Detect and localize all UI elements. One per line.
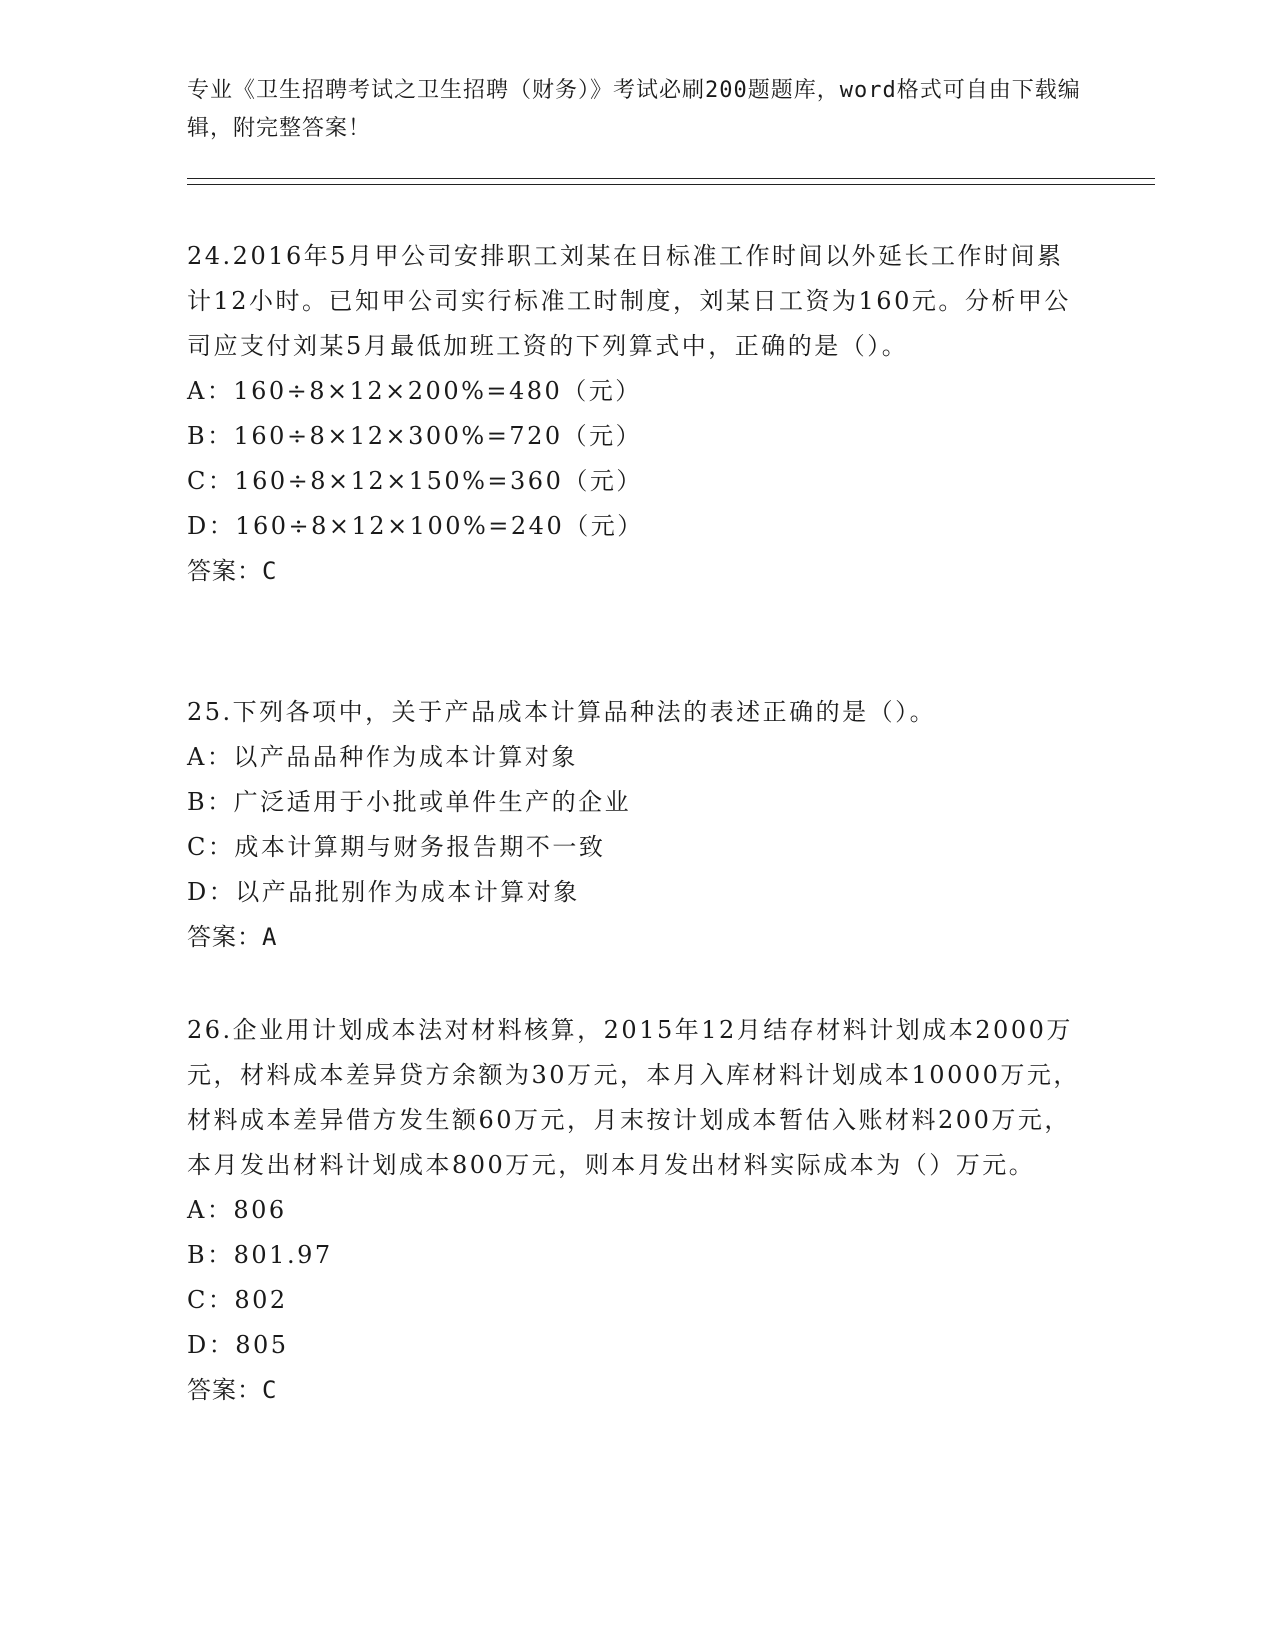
question-stem: 25.下列各项中，关于产品成本计算品种法的表述正确的是（）。 <box>187 698 937 726</box>
option-c: C：160÷8×12×150%=360（元） <box>187 467 643 495</box>
question-25 <box>187 690 1087 960</box>
option-a: A：以产品品种作为成本计算对象 <box>187 743 578 771</box>
option-d: D：以产品批别作为成本计算对象 <box>187 878 580 906</box>
question-26 <box>187 1008 1087 1413</box>
question-stem: 24.2016年5月甲公司安排职工刘某在日标准工作时间以外延长工作时间累计12小时。已知甲公司实行标准工时制度，刘某日工资为160元。分析甲公司应支付刘某5月最低加班工资的下列算式中，正确的是（）。 <box>187 242 1071 360</box>
answer-label: 答案：A <box>187 923 278 951</box>
option-d: D：160÷8×12×100%=240（元） <box>187 512 644 540</box>
option-b: B：广泛适用于小批或单件生产的企业 <box>187 788 632 816</box>
answer-label: 答案：C <box>187 557 278 585</box>
option-c: C：802 <box>187 1286 288 1314</box>
option-a: A：160÷8×12×200%=480（元） <box>187 377 642 405</box>
option-c: C：成本计算期与财务报告期不一致 <box>187 833 606 861</box>
question-stem: 26.企业用计划成本法对材料核算，2015年12月结存材料计划成本2000万元，材料成本差异贷方余额为30万元，本月入库材料计划成本10000万元，材料成本差异借方发生额60万元，月末按计划成本暂估入账材料200万元，本月发出材料计划成本800万元，则本月发出材料实际成本为（）万元。 <box>187 1016 1080 1179</box>
option-a: A：806 <box>187 1196 287 1224</box>
answer-label: 答案：C <box>187 1376 278 1404</box>
option-b: B：801.97 <box>187 1241 333 1269</box>
question-24 <box>187 234 1087 594</box>
document-header: 专业《卫生招聘考试之卫生招聘（财务）》考试必刷200题题库，word格式可自由下载编辑，附完整答案！ <box>187 78 1081 141</box>
header-divider-bottom <box>187 184 1155 185</box>
header-divider-top <box>187 178 1155 179</box>
option-b: B：160÷8×12×300%=720（元） <box>187 422 643 450</box>
option-d: D：805 <box>187 1331 289 1359</box>
